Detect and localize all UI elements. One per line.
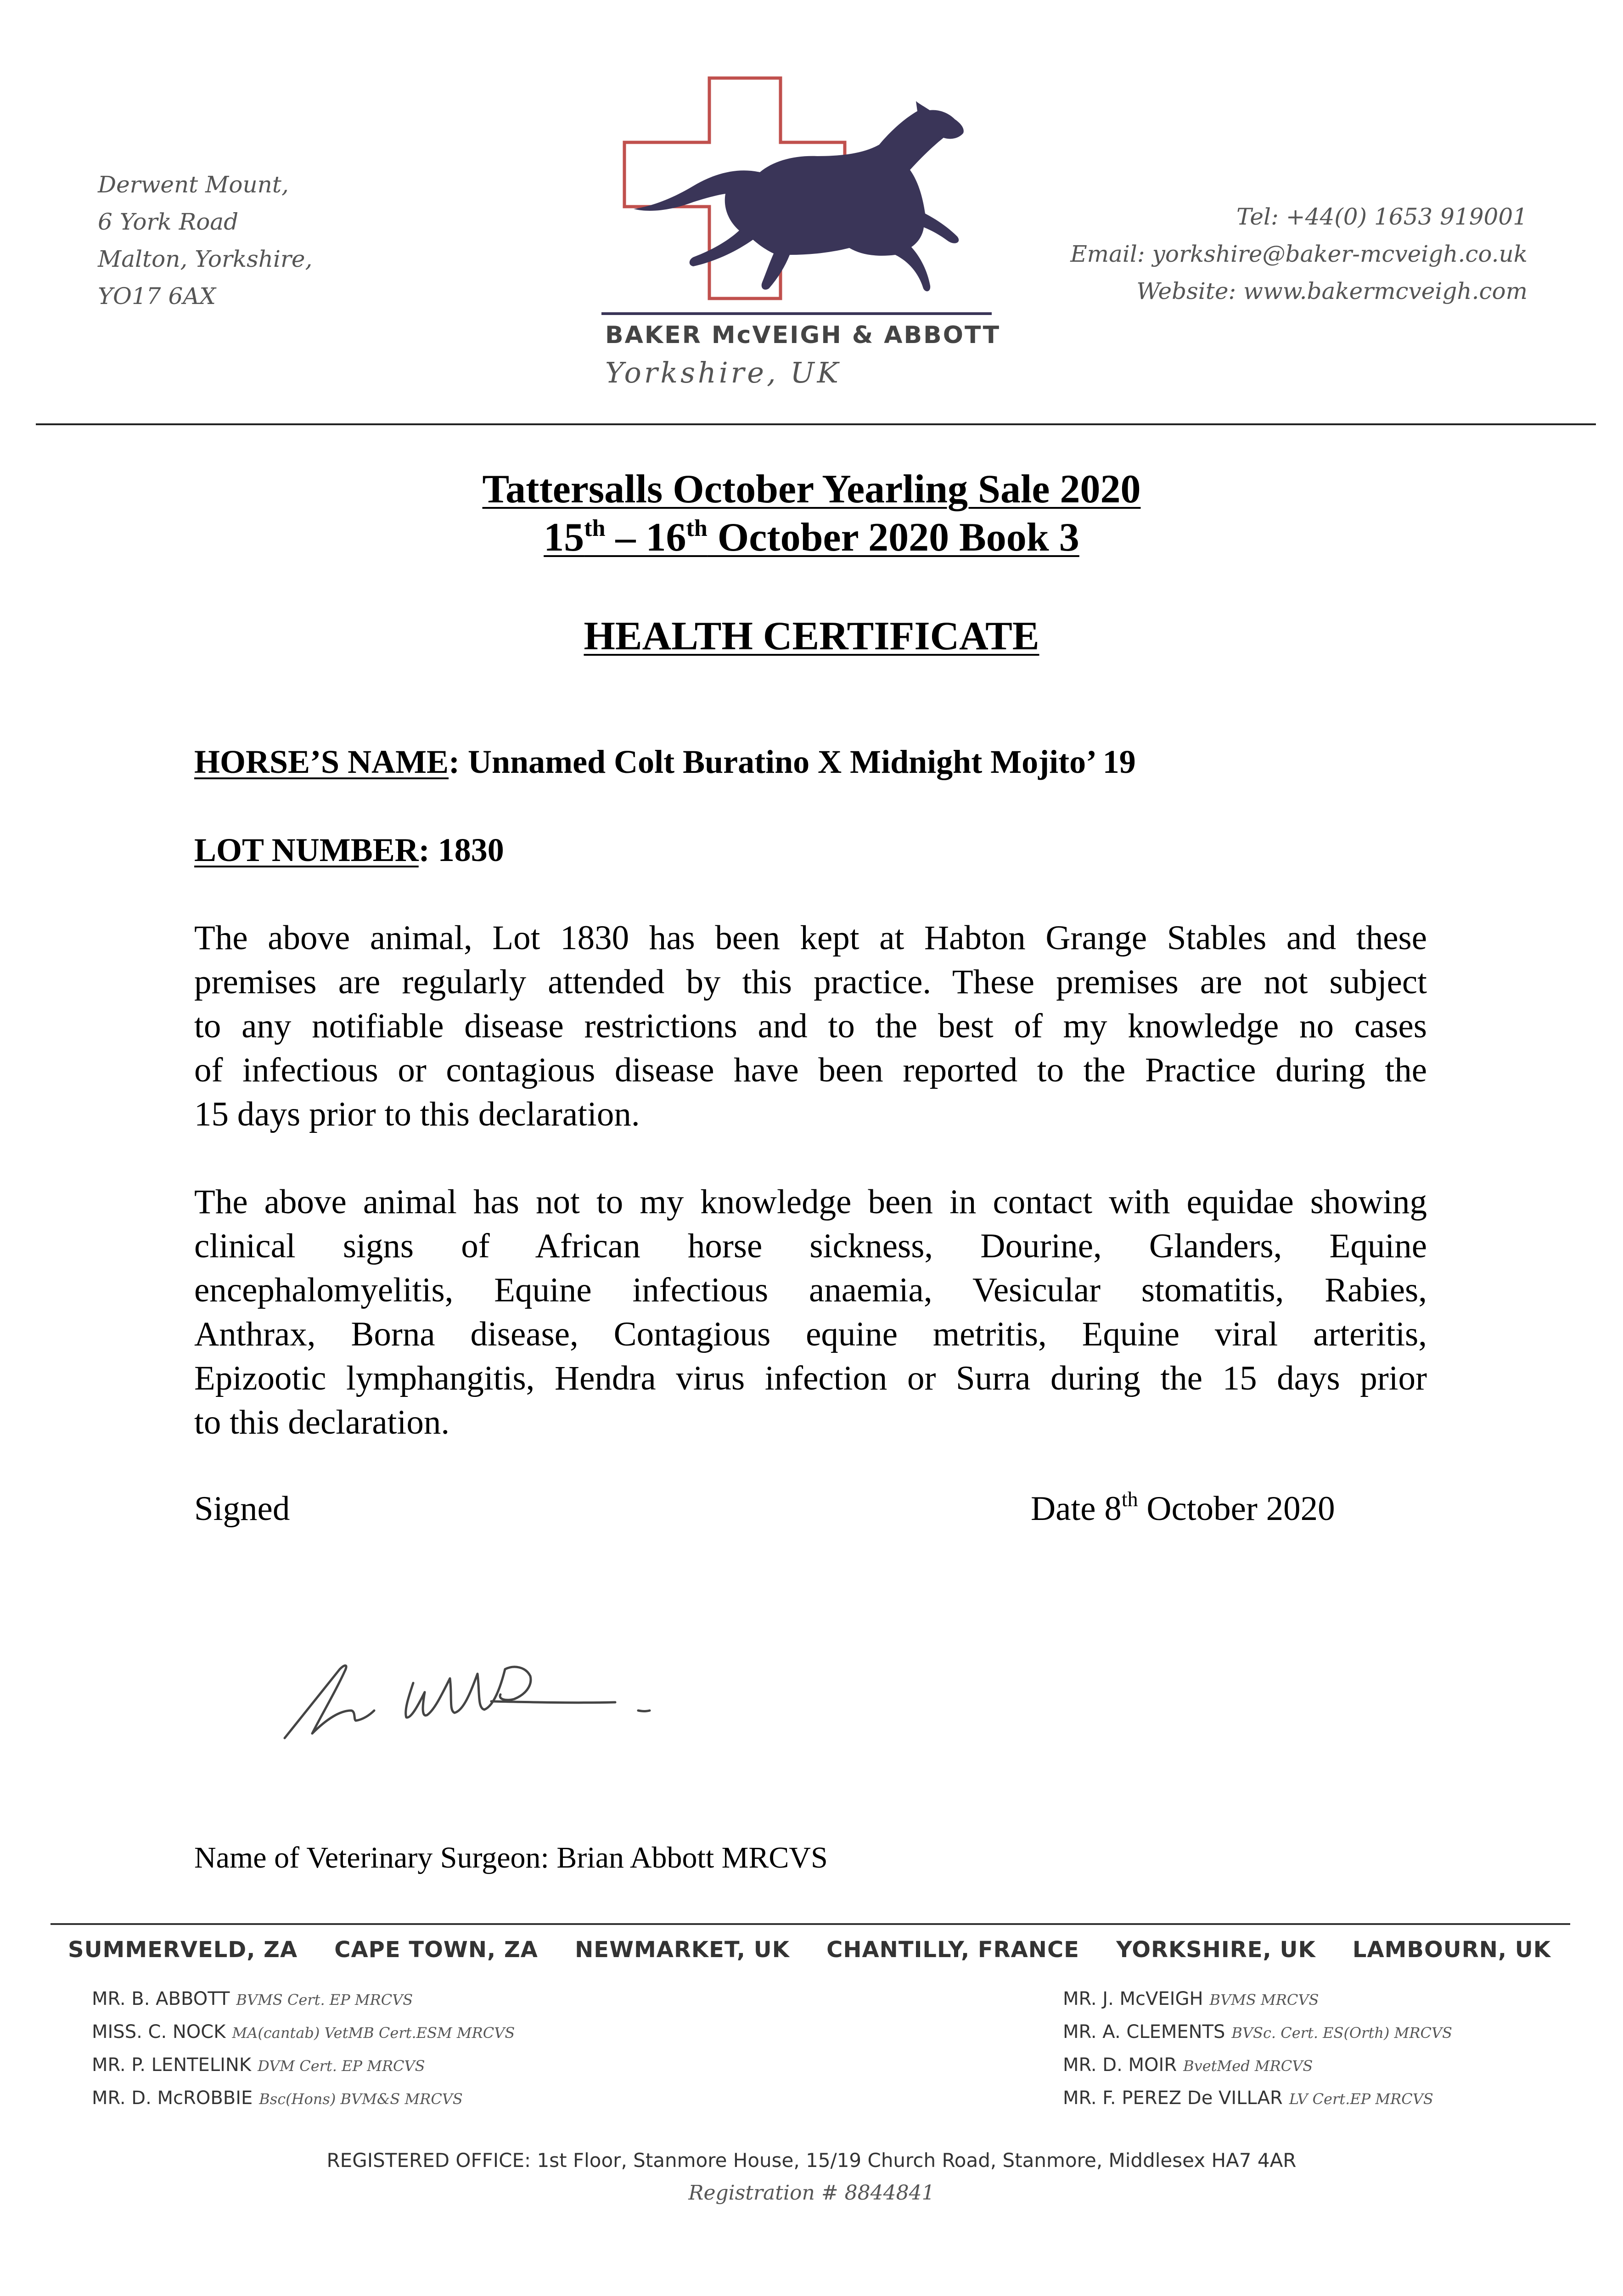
practice-contact — [1070, 198, 1528, 310]
paragraph-line: to this declaration. — [194, 1403, 450, 1441]
location-item: NEWMARKET, UK — [575, 1937, 790, 1963]
registration-number: Registration # 8844841 — [688, 2181, 935, 2205]
address-line: Malton, Yorkshire, — [98, 246, 313, 272]
contact-phone: Tel: +44(0) 1653 919001 — [1236, 203, 1528, 230]
handwritten-signature — [275, 1642, 680, 1752]
date-start: 15 — [544, 515, 584, 560]
veterinary-surgeon-name: Name of Veterinary Surgeon: Brian Abbott MRCVS — [194, 1841, 828, 1874]
staff-name: MR. B. ABBOTT — [92, 1988, 230, 2009]
paragraph-line: Anthrax, Borna disease, Contagious equine metritis, Equine viral arteritis, — [194, 1315, 1427, 1353]
staff-name: MR. A. CLEMENTS — [1063, 2021, 1225, 2043]
date-day-suffix: th — [1121, 1487, 1138, 1511]
certificate-heading-text: HEALTH CERTIFICATE — [584, 614, 1039, 658]
contact-website: Website: www.bakermcveigh.com — [1136, 278, 1528, 304]
sale-title-text: Tattersalls October Yearling Sale 2020 — [482, 467, 1141, 512]
certificate-heading — [0, 613, 1623, 659]
paragraph-line: Epizootic lymphangitis, Hendra virus infection or Surra during the 15 days prior — [194, 1359, 1427, 1397]
sale-dates-text — [544, 515, 1079, 560]
staff-qualifications: Bsc(Hons) BVM&S MRCVS — [259, 2090, 463, 2108]
registered-office: REGISTERED OFFICE: 1st Floor, Stanmore House, 15/19 Church Road, Stanmore, Middlesex HA7 4AR — [326, 2149, 1297, 2172]
staff-member — [92, 2088, 515, 2121]
paragraph-line: The above animal, Lot 1830 has been kept at Habton Grange Stables and these — [194, 919, 1427, 957]
staff-list-right — [1063, 1988, 1452, 2121]
sale-title — [0, 466, 1623, 512]
lot-number-value: : 1830 — [418, 832, 504, 868]
staff-member — [92, 1988, 515, 2021]
location-item: SUMMERVELD, ZA — [68, 1937, 298, 1963]
paragraph-line: encephalomyelitis, Equine infectious anaemia, Vesicular stomatitis, Rabies, — [194, 1271, 1427, 1309]
staff-list-left — [92, 1988, 515, 2121]
address-line: 6 York Road — [98, 208, 239, 235]
horse-name-field — [194, 743, 1136, 781]
date-month-year: October 2020 — [1138, 1490, 1335, 1528]
staff-member — [1063, 2088, 1452, 2121]
date-day: Date 8 — [1031, 1490, 1122, 1528]
logo-location: Yorkshire, UK — [605, 356, 841, 389]
lot-number-field — [194, 831, 504, 869]
paragraph-line: The above animal has not to my knowledge been in contact with equidae showing — [194, 1183, 1427, 1221]
premises-declaration — [194, 916, 1427, 1137]
disease-contact-declaration — [194, 1180, 1427, 1445]
horse-cross-logo-icon — [601, 69, 992, 317]
staff-member — [1063, 2021, 1452, 2054]
staff-member — [92, 2054, 515, 2088]
contact-email: Email: yorkshire@baker-mcveigh.co.uk — [1070, 241, 1528, 267]
staff-member — [1063, 1988, 1452, 2021]
horse-silhouette — [634, 101, 964, 291]
signed-label: Signed — [194, 1490, 290, 1528]
sale-dates — [0, 514, 1623, 561]
location-item: CHANTILLY, FRANCE — [826, 1937, 1079, 1963]
paragraph-line: to any notifiable disease restrictions and to the best of my knowledge no cases — [194, 1007, 1427, 1045]
staff-member — [92, 2021, 515, 2054]
staff-name: MR. F. PEREZ De VILLAR — [1063, 2088, 1283, 2109]
staff-qualifications: MA(cantab) VetMB Cert.ESM MRCVS — [232, 2024, 515, 2042]
paragraph-line: clinical signs of African horse sickness, Dourine, Glanders, Equine — [194, 1227, 1427, 1265]
lot-number-label: LOT NUMBER — [194, 832, 419, 868]
address-line: YO17 6AX — [98, 283, 216, 310]
staff-name: MR. D. MOIR — [1063, 2054, 1177, 2076]
staff-name: MR. P. LENTELINK — [92, 2054, 252, 2076]
paragraph-line: of infectious or contagious disease have been reported to the Practice during the — [194, 1051, 1427, 1089]
staff-qualifications: BVMS MRCVS — [1209, 1991, 1319, 2009]
practice-locations — [68, 1937, 1551, 1963]
staff-member — [1063, 2054, 1452, 2088]
practice-address — [98, 166, 312, 315]
staff-name: MR. J. McVEIGH — [1063, 1988, 1203, 2009]
staff-name: MR. D. McROBBIE — [92, 2088, 253, 2109]
horse-name-value: : Unnamed Colt Buratino X Midnight Mojito’ 19 — [449, 743, 1136, 780]
logo-company-name: BAKER McVEIGH & ABBOTT — [605, 321, 1001, 349]
footer-divider — [51, 1923, 1570, 1925]
date-dash: – — [605, 515, 646, 560]
staff-qualifications: DVM Cert. EP MRCVS — [258, 2057, 425, 2075]
staff-qualifications: BVMS Cert. EP MRCVS — [236, 1991, 413, 2009]
header-divider — [36, 423, 1596, 425]
date-end: 16 — [646, 515, 686, 560]
logo-underline — [601, 312, 992, 315]
declaration-date — [1031, 1489, 1335, 1529]
date-rest: October 2020 Book 3 — [707, 515, 1079, 560]
paragraph-line: 15 days prior to this declaration. — [194, 1095, 640, 1133]
location-item: LAMBOURN, UK — [1352, 1937, 1551, 1963]
staff-qualifications: BVSc. Cert. ES(Orth) MRCVS — [1231, 2024, 1452, 2042]
paragraph-line: premises are regularly attended by this practice. These premises are not subject — [194, 963, 1427, 1001]
horse-name-label: HORSE’S NAME — [194, 743, 449, 780]
location-item: YORKSHIRE, UK — [1116, 1937, 1316, 1963]
date-start-suffix: th — [584, 515, 606, 541]
date-end-suffix: th — [686, 515, 708, 541]
staff-name: MISS. C. NOCK — [92, 2021, 226, 2043]
address-line: Derwent Mount, — [98, 171, 289, 198]
location-item: CAPE TOWN, ZA — [334, 1937, 538, 1963]
staff-qualifications: LV Cert.EP MRCVS — [1289, 2090, 1433, 2108]
staff-qualifications: BvetMed MRCVS — [1183, 2057, 1313, 2075]
